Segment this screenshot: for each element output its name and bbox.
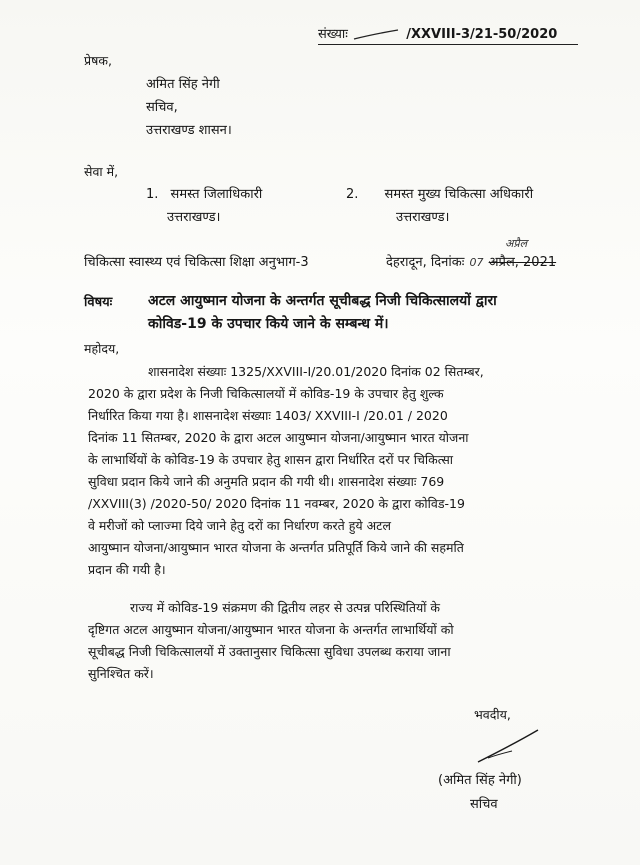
paragraph-1-line: वे मरीजों को प्लाज्मा दिये जाने हेतु दरों का निर्धारण करते हुये अटल <box>88 518 391 533</box>
subject-line-2: कोविड-19 के उपचार किये जाने के सम्बन्ध में। <box>148 316 389 332</box>
paragraph-1-line: शासनादेश संख्याः 1325/XXVIII-I/20.01/2020 दिनांक 02 सितम्बर, <box>148 364 484 379</box>
recipient-title: समस्त मुख्य चिकित्सा अधिकारी <box>384 187 534 202</box>
salutation: महोदय, <box>84 341 120 356</box>
sender-label: प्रेषक, <box>84 53 112 68</box>
recipient-title: समस्त जिलाधिकारी <box>170 187 263 202</box>
recipient-place-1: उत्तराखण्ड। <box>167 210 221 225</box>
handwritten-month: अप्रैल <box>505 237 528 250</box>
signer-name: (अमित सिंह नेगी) <box>438 773 522 788</box>
sankhya-label: संख्याः <box>318 27 348 42</box>
paragraph-1-line: के लाभार्थियों के कोविड-19 के उपचार हेतु शासन द्वारा निर्धारित दरों पर चिकित्सा <box>88 452 454 467</box>
paragraph-1-line: दिनांक 11 सितम्बर, 2020 के द्वारा अटल आयुष्मान योजना/आयुष्मान भारत योजना <box>88 430 469 445</box>
paragraph-1-line: प्रदान की गयी है। <box>88 562 166 577</box>
sender-designation: सचिव, <box>146 100 178 115</box>
department-line: चिकित्सा स्वास्थ्य एवं चिकित्सा शिक्षा अनुभाग-3 <box>84 255 309 270</box>
valediction: भवदीय, <box>474 707 511 722</box>
paragraph-2-line: सूचीबद्ध निजी चिकित्सालयों में उक्तानुसार चिकित्सा सुविधा उपलब्ध कराया जाना <box>88 644 451 659</box>
recipient-item-2 <box>346 184 533 202</box>
paragraph-2-line: सुनिश्चित करें। <box>88 666 154 681</box>
subject-line-1: अटल आयुष्मान योजना के अन्तर्गत सूचीबद्ध निजी चिकित्सालयों द्वारा <box>148 293 497 309</box>
sankhya-number: /XXVIII-3/21-50/2020 <box>406 27 558 42</box>
paragraph-1-line: सुविधा प्रदान किये जाने की अनुमति प्रदान की गयी थी। शासनादेश संख्याः 769 <box>88 474 445 489</box>
recipient-item-1 <box>146 184 262 202</box>
reference-underline <box>318 44 578 45</box>
paragraph-1-line: आयुष्मान योजना/आयुष्मान भारत योजना के अन्तर्गत प्रतिपूर्ति किये जाने की सहमति <box>88 540 464 555</box>
handwritten-day: 07 <box>469 256 484 269</box>
place-date <box>386 252 556 270</box>
month-year: अप्रैल, 2021 <box>488 255 557 270</box>
reference-signature-stroke <box>352 28 402 42</box>
recipient-place-2: उत्तराखण्ड। <box>396 210 450 225</box>
paragraph-2-line: दृष्टिगत अटल आयुष्मान योजना/आयुष्मान भारत योजना के अन्तर्गत लाभार्थियों को <box>88 622 454 637</box>
reference-number <box>318 24 557 42</box>
paragraph-1-line: /XXVIII(3) /2020-50/ 2020 दिनांक 11 नवम्बर, 2020 के द्वारा कोविड-19 <box>88 496 465 511</box>
sender-name: अमित सिंह नेगी <box>146 77 220 92</box>
paragraph-1-line: निर्धारित किया गया है। शासनादेश संख्याः 1403/ XXVIII-I /20.01 / 2020 <box>88 408 448 423</box>
handwritten-signature-icon <box>474 724 544 768</box>
recipient-number: 2. <box>346 187 359 202</box>
place-date-label: देहरादून, दिनांकः <box>386 255 465 270</box>
paragraph-1-line: 2020 के द्वारा प्रदेश के निजी चिकित्सालयों में कोविड-19 के उपचार हेतु शुल्क <box>88 386 444 401</box>
paragraph-2-line: राज्य में कोविड-19 संक्रमण की द्वितीय लहर से उत्पन्न परिस्थितियों के <box>130 600 441 615</box>
recipient-number: 1. <box>146 187 159 202</box>
recipients-label: सेवा में, <box>84 164 119 179</box>
sender-office: उत्तराखण्ड शासन। <box>146 123 232 138</box>
signer-designation: सचिव <box>470 797 498 812</box>
subject-label: विषयः <box>84 295 113 310</box>
